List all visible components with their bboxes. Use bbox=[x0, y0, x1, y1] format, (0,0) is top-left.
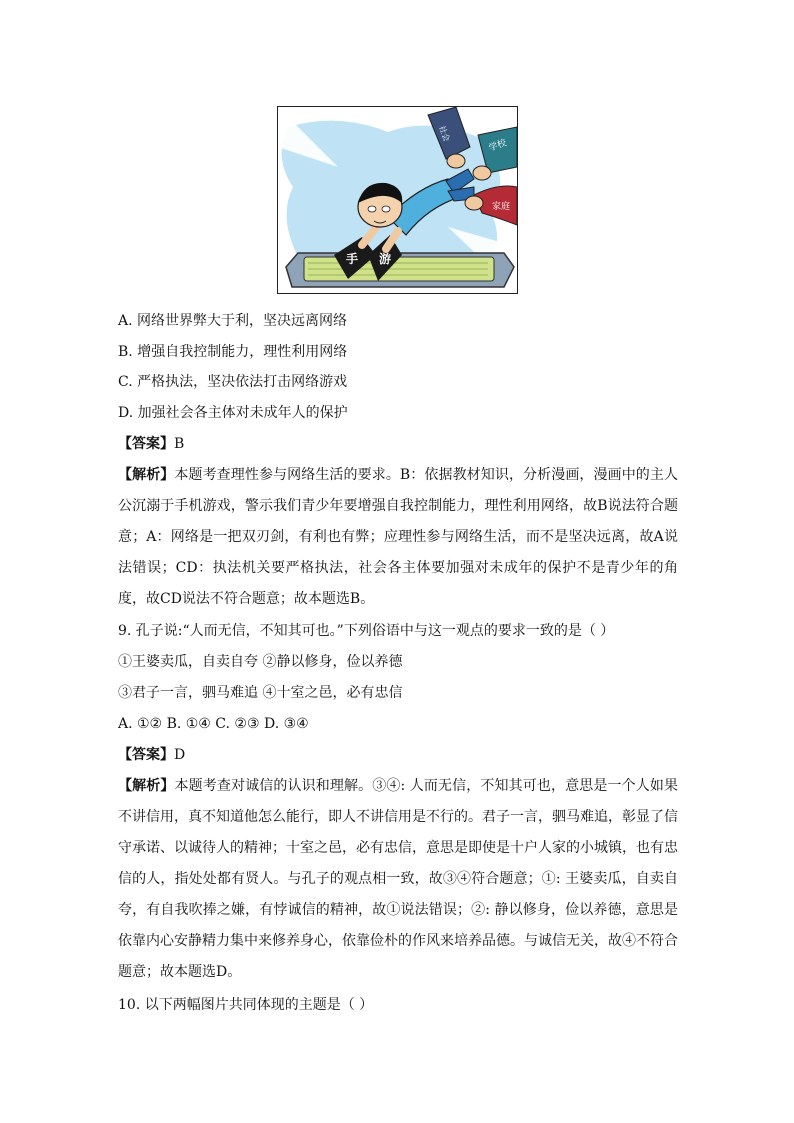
q8-analysis-tag: 【解析】 bbox=[118, 467, 175, 483]
q8-option-c: C. 严格执法，坚决依法打击网络游戏 bbox=[118, 374, 348, 390]
q9-analysis-text: 本题考查对诚信的认识和理解。③④: 人而无信，不知其可也，意思是一个人如果不讲信用，真不知道他怎么能行，即人不讲信用是不行的。君子一言，驷马难追，彰显了信守承诺、以诚待人的精神；十室之邑，必有忠信，意思是即使是十户人家的小城镇，也有忠信的人，指处处都有贤人。与孔子的观点相一致，故③④符合题意；①: 王婆卖瓜，自卖自夸，有自我吹捧之嫌，有悖诚信的精神，故①说法错误；②: 静以修身，俭以养德，意思是依靠内心安静精力集中来修养身心，依靠俭朴的作风来培养品德。与诚信无关，故④不符合题意；故本题选D。 bbox=[118, 778, 678, 980]
q8-option-d: D. 加强社会各主体对未成年人的保护 bbox=[118, 405, 348, 421]
q9-analysis-tag: 【解析】 bbox=[118, 778, 175, 794]
label-family: 家庭 bbox=[492, 202, 511, 212]
q9-stem: 9. 孔子说:“人而无信，不知其可也。”下列俗语中与这一观点的要求一致的是（ ） bbox=[118, 623, 615, 639]
label-phone-right: 游 bbox=[379, 252, 392, 266]
label-phone-left: 手 bbox=[346, 252, 359, 266]
cartoon-drawing bbox=[278, 107, 517, 293]
q8-option-a: A. 网络世界弊大于利，坚决远离网络 bbox=[118, 313, 348, 329]
q9-answer-tag: 【答案】 bbox=[118, 747, 174, 763]
label-school: 学校 bbox=[487, 138, 508, 154]
q8-answer-tag: 【答案】 bbox=[118, 436, 174, 452]
q8-answer-value: B bbox=[174, 436, 185, 452]
q9-answer-value: D bbox=[174, 747, 186, 763]
cartoon-illustration bbox=[277, 106, 518, 294]
q10-stem: 10. 以下两幅图片共同体现的主题是（ ） bbox=[118, 997, 374, 1013]
q8-analysis-text: 本题考查理性参与网络生活的要求。B：依据教材知识，分析漫画，漫画中的主人公沉溺于手机游戏，警示我们青少年要增强自我控制能力，理性利用网络，故B说法符合题意；A：网络是一把双刃剑，有利也有弊；应理性参与网络生活，而不是坚决远离，故A说法错误；CD：执法机关要严格执法，社会各主体要加强对未成年的保护不是青少年的角度，故CD说法不符合题意；故本题选B。 bbox=[118, 467, 678, 607]
label-society: 社会 bbox=[437, 124, 452, 143]
q9-answer bbox=[118, 745, 185, 765]
q8-answer bbox=[118, 434, 184, 454]
q9-items-line2: ③君子一言，驷马难追 ④十室之邑，必有忠信 bbox=[118, 685, 403, 701]
q8-analysis bbox=[118, 460, 678, 615]
q9-analysis bbox=[118, 771, 678, 988]
q8-option-b: B. 增强自我控制能力，理性利用网络 bbox=[118, 344, 348, 360]
q9-options: A. ①② B. ①④ C. ②③ D. ③④ bbox=[118, 716, 309, 732]
q9-items-line1: ①王婆卖瓜，自卖自夸 ②静以修身，俭以养德 bbox=[118, 654, 403, 670]
